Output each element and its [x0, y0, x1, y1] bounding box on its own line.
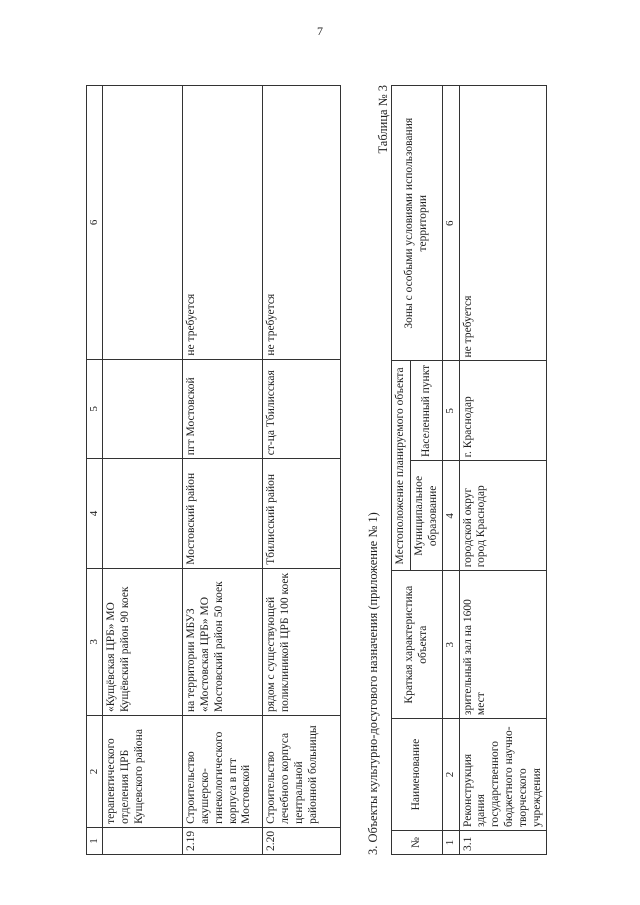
table-row — [103, 86, 183, 855]
rotated-content — [86, 85, 556, 855]
settlement: г. Краснодар — [459, 361, 547, 461]
column-number: 1 — [443, 831, 459, 855]
header-municipality: Муниципальное образование — [410, 461, 443, 571]
row-number: 2.19 — [183, 827, 263, 854]
header-name: Наименование — [392, 719, 443, 831]
municipality: городской округ город Краснодар — [459, 461, 547, 571]
object-characteristic: «Кущёвская ЦРБ» МО Кущёвский район 90 коек — [103, 568, 183, 715]
header-settlement: Населенный пункт — [410, 361, 443, 461]
column-number: 5 — [443, 361, 459, 461]
special-zones — [103, 86, 183, 360]
column-number: 2 — [87, 716, 103, 828]
object-name: терапевтического отделения ЦРБ Кущевского района — [103, 716, 183, 828]
facilities-table-continued — [86, 85, 341, 855]
row-number — [103, 827, 183, 854]
object-characteristic: зрительный зал на 1600 мест — [459, 571, 547, 719]
column-number: 4 — [443, 461, 459, 571]
table-row — [459, 86, 547, 855]
header-zones: Зоны с особыми условиями использования территории — [392, 86, 443, 361]
column-number: 2 — [443, 719, 459, 831]
column-number: 1 — [87, 827, 103, 854]
culture-facilities-table — [391, 85, 547, 855]
header-characteristic: Краткая характеристика объекта — [392, 571, 443, 719]
object-characteristic: на территории МБУЗ «Мостовская ЦРБ» МО Мостовский район 50 коек — [183, 568, 263, 715]
object-name: Строительство акушерско-гинекологического корпуса в пгт Мостовской — [183, 716, 263, 828]
column-number: 6 — [87, 86, 103, 360]
section-heading: 3. Объекты культурно-досугового назначения (приложение № 1) — [366, 512, 380, 855]
object-name: Строительство лечебного корпуса центральной районной больницы — [263, 716, 341, 828]
column-number: 4 — [87, 459, 103, 569]
column-number: 3 — [87, 568, 103, 715]
settlement — [103, 359, 183, 459]
municipality — [103, 459, 183, 569]
column-number-row — [443, 86, 459, 855]
row-number: 3.1 — [459, 831, 547, 855]
settlement: пгт Мостовской — [183, 359, 263, 459]
municipality: Тбилисский район — [263, 459, 341, 569]
column-number: 5 — [87, 359, 103, 459]
object-characteristic: рядом с существующей поликлиникой ЦРБ 100 коек — [263, 568, 341, 715]
header-location: Местоположение планируемого объекта — [392, 361, 411, 571]
header-number: № — [392, 831, 443, 855]
page-number: 7 — [317, 24, 323, 38]
special-zones: не требуется — [263, 86, 341, 360]
special-zones: не требуется — [459, 86, 547, 361]
column-number: 3 — [443, 571, 459, 719]
table-label: Таблица № 3 — [376, 85, 390, 154]
special-zones: не требуется — [183, 86, 263, 360]
row-number: 2.20 — [263, 827, 341, 854]
object-name: Реконструкция здания государственного бюджетного научно-творческого учреждения — [459, 719, 547, 831]
column-number-row — [87, 86, 103, 855]
settlement: ст-ца Тбилисская — [263, 359, 341, 459]
column-number: 6 — [443, 86, 459, 361]
municipality: Мостовский район — [183, 459, 263, 569]
table-row — [263, 86, 341, 855]
table-row — [183, 86, 263, 855]
header-row — [392, 86, 411, 855]
